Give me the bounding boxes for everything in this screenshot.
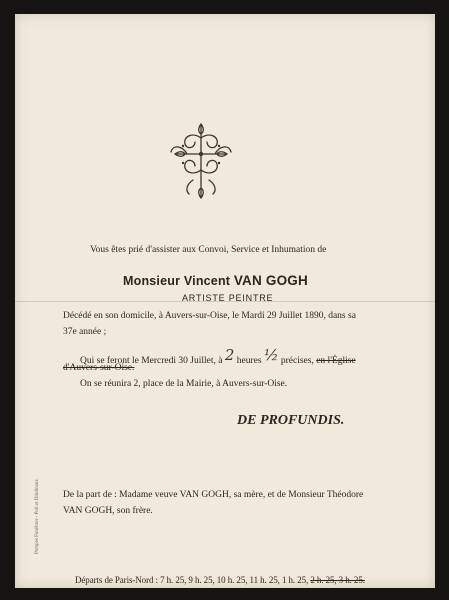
death-details-line-2: 37e année ; [63, 327, 107, 337]
name-surname: VAN GOGH [233, 273, 308, 288]
train-times: Départs de Paris-Nord : 7 h. 25, 9 h. 25, 10 h. 25, 11 h. 25, 1 h. 25, [75, 575, 309, 585]
de-profundis-heading: DE PROFUNDIS. [237, 413, 345, 428]
handwritten-hour: 2 [224, 346, 235, 364]
struck-church-text: en l'Église [316, 356, 356, 366]
name-prefix: Monsieur Vincent [123, 274, 231, 288]
invitation-intro: Vous êtes prié d'assister aux Convoi, Service et Inhumation de [90, 245, 327, 255]
train-departures [75, 575, 365, 585]
reunion-address: On se réunira 2, place de la Mairie, à Auvers-sur-Oise. [80, 379, 288, 389]
cross-flourish-ornament-icon [165, 118, 237, 202]
family-line-1: De la part de : Madame veuve VAN GOGH, sa mère, et de Monsieur Théodore [63, 490, 364, 500]
obsequies-date-text: Qui se feront le Mercredi 30 Juillet, à [80, 356, 223, 366]
handwritten-half: ½ [263, 346, 279, 364]
struck-train-times: 2 h. 25, 3 h. 25. [310, 575, 365, 585]
printer-imprint: Pompes Funèbres - Poll et Dindinaux [35, 479, 40, 554]
death-details-line-1: Décédé en son domicile, à Auvers-sur-Oise, le Mardi 29 Juillet 1890, dans sa [63, 311, 356, 321]
deceased-name [123, 273, 308, 288]
struck-church-location: d'Auvers-sur-Oise. [63, 363, 135, 373]
deceased-title: ARTISTE PEINTRE [182, 293, 274, 303]
obsequies-precises: précises, [280, 356, 314, 366]
family-line-2: VAN GOGH, son frère. [63, 506, 153, 516]
printer-imprint-wrapper [35, 474, 43, 554]
funeral-notice-sheet [15, 14, 435, 588]
obsequies-hours-word: heures [236, 356, 262, 366]
